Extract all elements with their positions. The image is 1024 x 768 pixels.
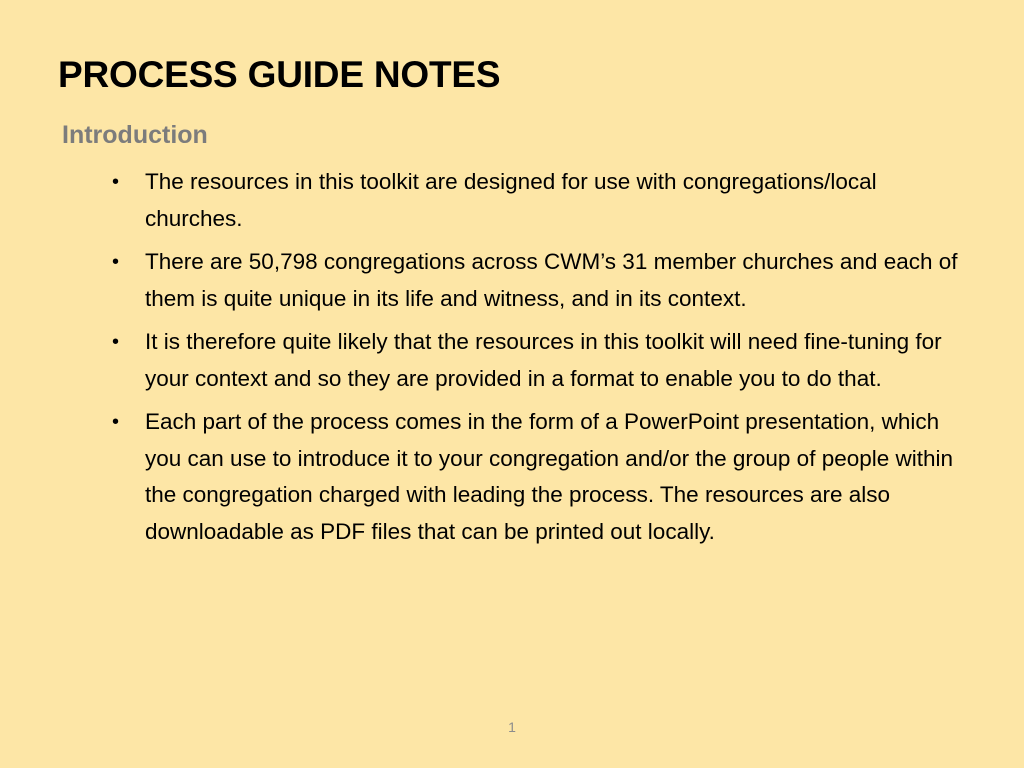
bullet-text: There are 50,798 congregations across CWM’s 31 member churches and each of them is quite unique in its life and witness, and in its context. [145, 249, 958, 311]
bullet-text: The resources in this toolkit are designed for use with congregations/local churches. [145, 169, 877, 231]
bullet-marker: • [112, 331, 120, 353]
section-heading: Introduction [62, 121, 208, 149]
bullet-item [110, 164, 970, 237]
page-number: 1 [508, 719, 516, 735]
slide-title: PROCESS GUIDE NOTES [58, 54, 501, 95]
bullet-item [110, 244, 970, 317]
bullet-marker: • [112, 411, 120, 433]
bullet-item [110, 404, 970, 550]
bullet-text: It is therefore quite likely that the resources in this toolkit will need fine-tuning for your context and so they are provided in a format to enable you to do that. [145, 329, 942, 391]
bullet-text: Each part of the process comes in the form of a PowerPoint presentation, which you can use to introduce it to your congregation and/or the group of people within the congregation charged with leading the process. The resources are also downloadable as PDF files that can be printed out locally. [145, 409, 954, 544]
bullet-marker: • [112, 171, 120, 193]
bullet-marker: • [112, 251, 120, 273]
bullet-list [110, 164, 970, 557]
bullet-item [110, 324, 970, 397]
